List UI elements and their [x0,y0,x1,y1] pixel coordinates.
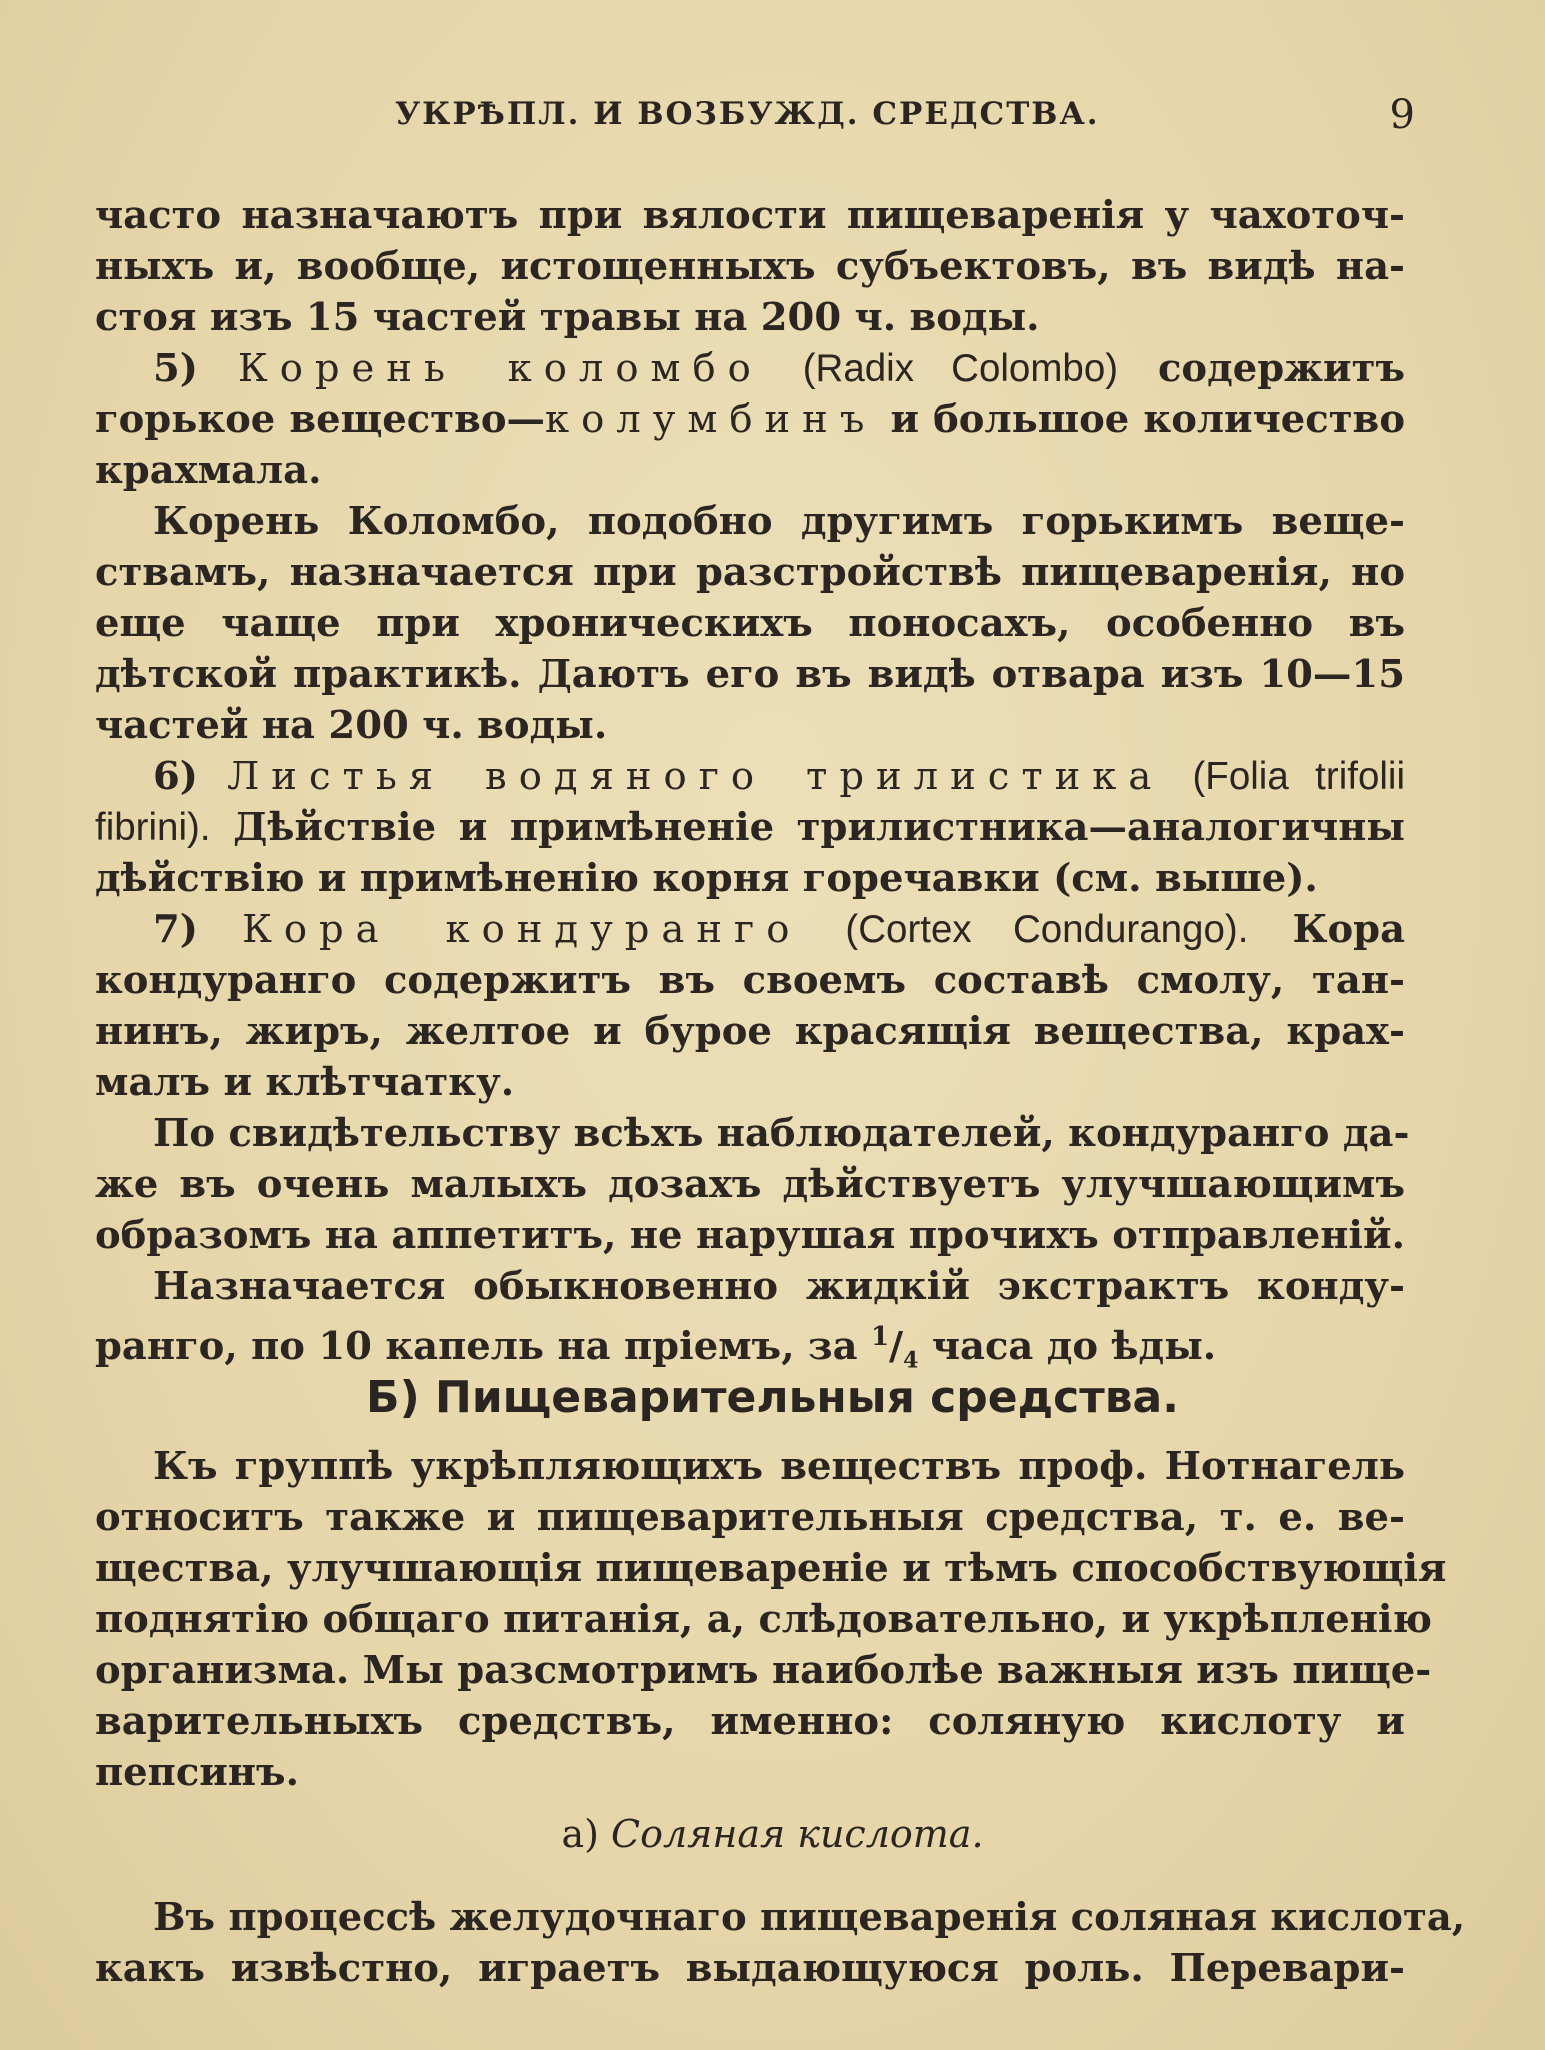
subsection-title: Соляная кислота. [611,1812,984,1856]
page-header [95,92,1415,152]
text-line: пепсинъ. [95,1750,299,1795]
subsection-letter: а) [561,1812,599,1856]
text-line: организма. Мы разсмотримъ наиболѣе важныя изъ пище- [95,1648,1432,1693]
text-line: ствамъ, назначается при разстройствѣ пищеваренія, но [95,550,1405,595]
text-line: дѣтской практикѣ. Даютъ его въ видѣ отвара изъ 10—15 [95,652,1405,697]
section-b-paragraph [95,1441,1447,1798]
item-6-latin-b: fibrini). [95,806,211,849]
item-5-text-a: горькое вещество— [95,397,546,442]
text-line: Въ процессѣ желудочнаго пищеваренія соляная кислота, [153,1895,1466,1940]
text-line: же въ очень малыхъ дозахъ дѣйствуетъ улучшающимъ [95,1162,1405,1207]
item-7-number: 7) [153,907,199,952]
item-6-line-3: дѣйствію и примѣненію корня горечавки (см. выше). [95,856,1318,901]
item-7-name: Кора кондуранго [242,907,802,952]
item-5-name: Корень коломбо [237,346,763,391]
text-line: какъ извѣстно, играетъ выдающуюся роль. Перевари- [95,1946,1405,1991]
subsection-heading [0,1812,1545,1856]
fraction-denominator: 4 [903,1347,919,1374]
item-7-line-2: кондуранго содержитъ въ своемъ составѣ смолу, тан- [95,958,1405,1003]
item-5-number: 5) [153,346,199,391]
text-line: варительныхъ средствъ, именно: соляную кислоту и [95,1699,1405,1744]
item-7-latin: (Cortex Condurango). [845,908,1249,951]
item-6-rest: Дѣйствіе и примѣненіе трилистника—аналогичны [233,805,1405,850]
fraction-numerator: 1 [870,1322,890,1352]
text-line: еще чаще при хроническихъ поносахъ, особенно въ [95,601,1405,646]
item-5-line-2 [95,394,1405,445]
item-7-line-1 [95,904,1405,955]
dose-fraction: $^1/_4$ [870,1322,919,1374]
section-heading: Б) Пищеварительныя средства. [366,1372,1179,1423]
text-line: Назначается обыкновенно жидкій экстрактъ конду- [153,1264,1405,1309]
item-5-latin: (Radix Colombo) [802,347,1119,390]
text-line: ныхъ и, вообще, истощенныхъ субъектовъ, въ видѣ на- [95,244,1405,289]
item-6-name: Листья водяного трилистика [227,754,1164,799]
item-6-line-1 [95,751,1405,802]
dose-text-a: ранго, по 10 капель на пріемъ, за [95,1323,858,1369]
item-5-rest: содержитъ [1157,346,1405,391]
running-title: УКРѢПЛ. И ВОЗБУЖД. СРЕДСТВА. [395,96,1100,132]
text-line: образомъ на аппетитъ, не нарушая прочихъ отправленій. [95,1213,1405,1258]
item-5-line-3: крахмала. [95,448,322,493]
text-line: стоя изъ 15 частей травы на 200 ч. воды. [95,295,1040,340]
item-5-substance: колумбинъ [545,397,877,442]
text-line: щества, улучшающія пищевареніе и тѣмъ способствующія [95,1546,1447,1591]
text-line: частей на 200 ч. воды. [95,703,608,748]
item-6-number: 6) [153,754,199,799]
text-line: Корень Коломбо, подобно другимъ горькимъ веще- [153,499,1405,544]
item-7-rest: Кора [1292,907,1406,952]
page-number: 9 [1389,92,1415,138]
text-line: Къ группѣ укрѣпляющихъ веществъ проф. Нотнагель [153,1444,1405,1489]
item-7-line-4: малъ и клѣтчатку. [95,1060,515,1105]
item-5-line-1 [95,343,1405,394]
item-6-latin: (Folia trifolii [1192,755,1406,798]
acid-paragraph [95,1892,1466,1994]
dose-line-2 [95,1312,1405,1374]
text-line: относитъ также и пищеварительныя средства, т. е. ве- [95,1495,1405,1540]
body-text-top [95,190,1410,1374]
item-7-line-3: нинъ, жиръ, желтое и бурое красящія вещества, крах- [95,1009,1405,1054]
item-6-line-2 [95,802,1405,853]
text-line: По свидѣтельству всѣхъ наблюдателей, кондуранго да- [153,1111,1410,1156]
text-line: часто назначаютъ при вялости пищеваренія у чахоточ- [95,193,1405,238]
dose-text-b: часа до ѣды. [931,1323,1217,1369]
item-5-text-b: и большое количество [890,397,1405,442]
text-line: поднятію общаго питанія, а, слѣдовательно, и укрѣпленію [95,1597,1432,1642]
